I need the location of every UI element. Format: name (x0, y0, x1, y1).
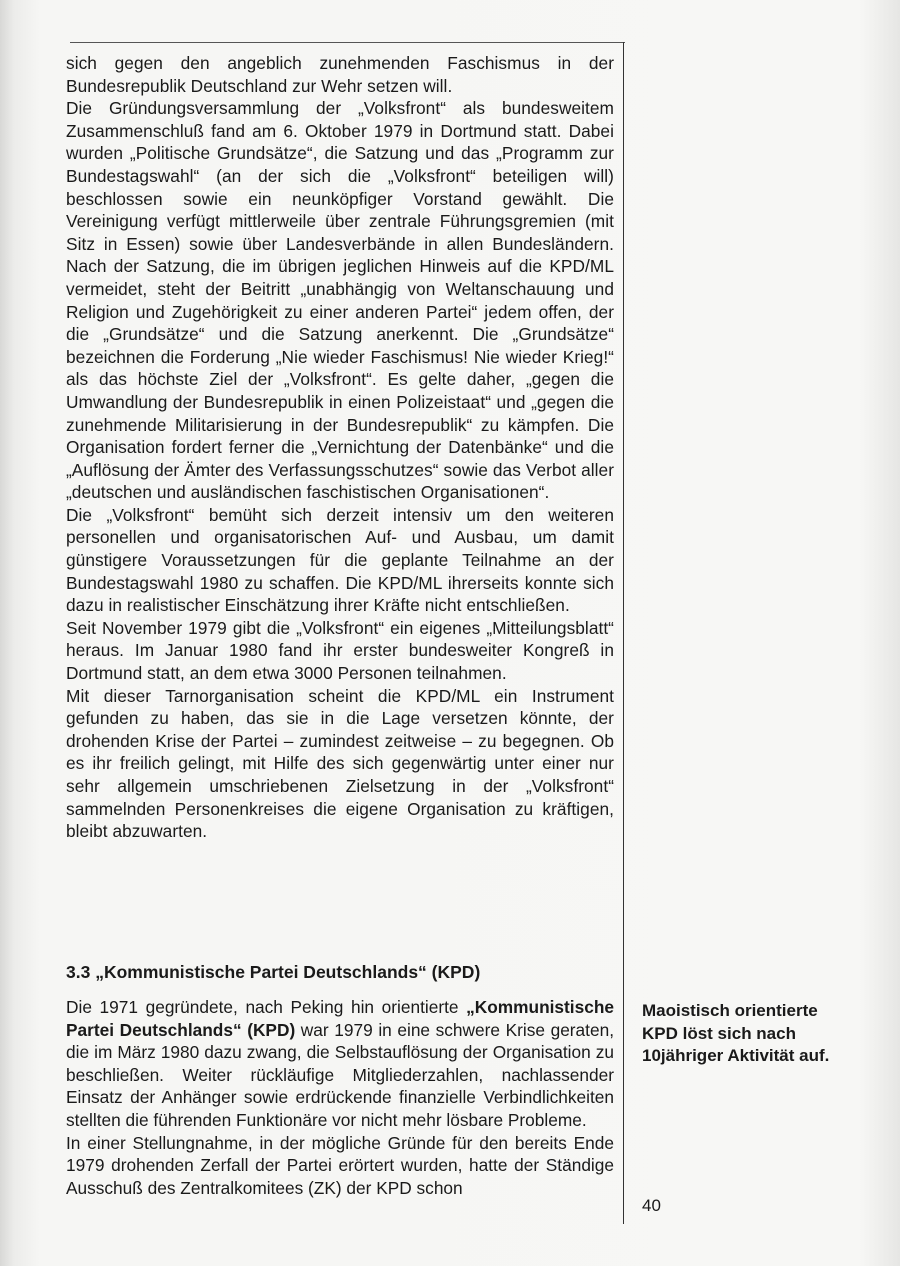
paragraph-rest: war 1979 in eine schwere Krise geraten, die im März 1980 dazu zwang, die Selbstauflösung der Organisation zu beschließen. Weiter rückläufige Mitgliederzahlen, nachlassender Einsatz der Anhänger sowie erdrückende finanzielle Verbindlichkeiten stellten die führenden Funktionäre vor nicht mehr lösbare Probleme. (66, 1019, 614, 1130)
paragraph-start: Die 1971 gegründete, nach Peking hin orientierte (66, 997, 467, 1017)
section-heading: 3.3 „Kommunistische Partei Deutschlands“ (KPD) (66, 962, 481, 982)
party-name: „Kommunistische Partei Deutschlands“ (KPD) (66, 997, 614, 1040)
top-rule (70, 42, 625, 43)
paragraph: Die „Volksfront“ bemüht sich derzeit intensiv um den weiteren personellen und organisatorischen Auf- und Ausbau, um damit günstigere Voraussetzungen für die geplante Teilnahme an der Bundestagswahl 1980 zu schaffen. Die KPD/ML ihrerseits konnte sich dazu in realistischer Einschätzung ihrer Kräfte nicht entschließen. (66, 504, 614, 616)
page-number: 40 (642, 1196, 661, 1215)
paragraph: In einer Stellungnahme, in der mögliche Gründe für den bereits Ende 1979 drohenden Zerfall der Partei erörtert wurden, hatte der Ständige Ausschuß des Zentralkomitees (ZK) der KPD schon (66, 1132, 614, 1198)
section-body (66, 996, 614, 1199)
paragraph: Mit dieser Tarnorganisation scheint die KPD/ML ein Instrument gefunden zu haben, das sie in die Lage versetzen könnte, der drohenden Krise der Partei – zumindest zeitweise – zu begegnen. Ob es ihr freilich gelingt, mit Hilfe des sich gegenwärtig unter einer nur sehr allgemein umschriebenen Zielsetzung in der „Volksfront“ sammelnden Personenkreises die eigene Organisation zu kräftigen, bleibt abzuwarten. (66, 685, 614, 842)
margin-note-line: 10jähriger Aktivität auf. (642, 1046, 830, 1065)
column-rule (623, 42, 624, 1224)
margin-note (642, 1000, 872, 1068)
paragraph: sich gegen den angeblich zunehmenden Faschismus in der Bundesrepublik Deutschland zur Wehr setzen will. (66, 53, 614, 96)
paragraph (66, 996, 614, 1132)
paragraph: Seit November 1979 gibt die „Volksfront“ ein eigenes „Mitteilungsblatt“ heraus. Im Januar 1980 fand ihr erster bundesweiter Kongreß in Dortmund statt, an dem etwa 3000 Personen teilnahmen. (66, 617, 614, 684)
main-text-column (66, 52, 614, 843)
margin-note-line: Maoistisch orientierte (642, 1001, 818, 1020)
paragraph: Die Gründungsversammlung der „Volksfront“ als bundesweitem Zusammenschluß fand am 6. Oktober 1979 in Dortmund statt. Dabei wurden „Politische Grundsätze“, die Satzung und das „Programm zur Bundestagswahl“ (an der sich die „Volksfront“ beteiligen will) beschlossen sowie ein neunköpfiger Vorstand gewählt. Die Vereinigung verfügt mittlerweile über zentrale Führungsgremien (mit Sitz in Essen) sowie über Landesverbände in allen Bundesländern. Nach der Satzung, die im übrigen jeglichen Hinweis auf die KPD/ML vermeidet, steht der Beitritt „unabhängig von Weltanschauung und Religion und Zugehörigkeit zu einer anderen Partei“ jedem offen, der die „Grundsätze“ und die Satzung anerkennt. Die „Grundsätze“ bezeichnen die Forderung „Nie wieder Faschismus! Nie wieder Krieg!“ als das höchste Ziel der „Volksfront“. Es gelte daher, „gegen die Umwandlung der Bundesrepublik in einen Polizeistaat“ und „gegen die zunehmende Militarisierung in der Bundesrepublik“ zu kämpfen. Die Organisation fordert ferner die „Vernichtung der Datenbänke“ und die „Auflösung der Ämter des Verfassungsschutzes“ sowie das Verbot aller „deutschen und ausländischen faschistischen Organisationen“. (66, 98, 614, 503)
margin-note-line: KPD löst sich nach (642, 1023, 796, 1043)
